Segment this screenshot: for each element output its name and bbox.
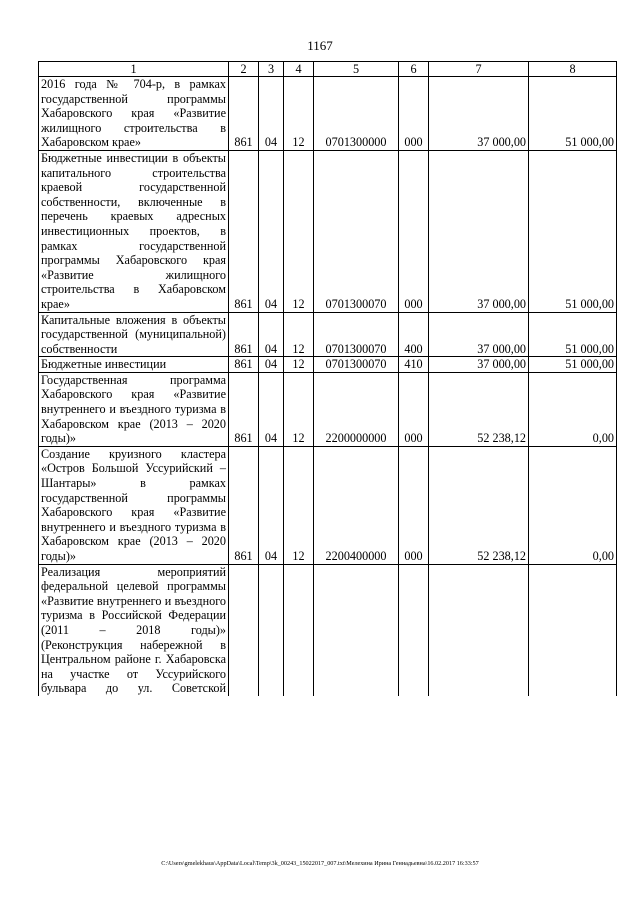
column-header: 2 (229, 62, 259, 77)
target-article-code: 0701300000 (314, 77, 399, 151)
target-article-code: 0701300070 (314, 150, 399, 312)
target-article-code: 0701300070 (314, 357, 399, 373)
row-description: Бюджетные инвестиции в объекты капитального строительства краевой государственной собственности, включенные в перечень краевых адресных инвестиционных проектов, в рамках государственной программы Хабаровского края «Развитие жилищного строительства в Хабаровском крае» (39, 150, 229, 312)
section-code: 04 (259, 446, 284, 564)
amount-year-2: 51 000,00 (529, 150, 617, 312)
column-header: 1 (39, 62, 229, 77)
column-header: 5 (314, 62, 399, 77)
ministry-code: 861 (229, 77, 259, 151)
amount-year-1: 37 000,00 (429, 150, 529, 312)
table-row (39, 357, 617, 373)
section-code: 04 (259, 312, 284, 357)
column-header: 8 (529, 62, 617, 77)
target-article-code: 0701300070 (314, 312, 399, 357)
amount-year-1: 37 000,00 (429, 357, 529, 373)
expense-type-code: 000 (399, 77, 429, 151)
ministry-code: 861 (229, 312, 259, 357)
column-header: 3 (259, 62, 284, 77)
page-number: 1167 (307, 38, 333, 53)
target-article-code: 2200000000 (314, 372, 399, 446)
table-row (39, 564, 617, 696)
table-header-row (39, 62, 617, 77)
expense-type-code: 000 (399, 446, 429, 564)
subsection-code (284, 564, 314, 696)
section-code: 04 (259, 77, 284, 151)
target-article-code: 2200400000 (314, 446, 399, 564)
amount-year-1 (429, 564, 529, 696)
amount-year-1: 37 000,00 (429, 77, 529, 151)
subsection-code: 12 (284, 312, 314, 357)
amount-year-2: 51 000,00 (529, 312, 617, 357)
amount-year-1: 37 000,00 (429, 312, 529, 357)
row-description: Капитальные вложения в объекты государственной (муниципальной) собственности (39, 312, 229, 357)
section-code: 04 (259, 150, 284, 312)
row-description: Реализация мероприятий федеральной целевой программы «Развитие внутреннего и въездного туризма в Российской Федерации (2011 – 2018 годы)» (Реконструкция набережной в Центральном районе г. Хабаровска на участке от Уссурийского бульвара до ул. Советской (39, 564, 229, 696)
amount-year-1: 52 238,12 (429, 372, 529, 446)
expense-type-code: 400 (399, 312, 429, 357)
subsection-code: 12 (284, 372, 314, 446)
row-description: Государственная программа Хабаровского края «Развитие внутреннего и въездного туризма в Хабаровском крае (2013 – 2020 годы)» (39, 372, 229, 446)
amount-year-2: 51 000,00 (529, 357, 617, 373)
ministry-code (229, 564, 259, 696)
column-header: 4 (284, 62, 314, 77)
expense-type-code: 410 (399, 357, 429, 373)
subsection-code: 12 (284, 357, 314, 373)
column-header: 7 (429, 62, 529, 77)
ministry-code: 861 (229, 150, 259, 312)
subsection-code: 12 (284, 446, 314, 564)
subsection-code: 12 (284, 77, 314, 151)
amount-year-2: 51 000,00 (529, 77, 617, 151)
amount-year-2: 0,00 (529, 446, 617, 564)
table-row (39, 446, 617, 564)
section-code: 04 (259, 372, 284, 446)
amount-year-2 (529, 564, 617, 696)
ministry-code: 861 (229, 357, 259, 373)
subsection-code: 12 (284, 150, 314, 312)
expense-type-code: 000 (399, 372, 429, 446)
ministry-code: 861 (229, 372, 259, 446)
expense-type-code: 000 (399, 150, 429, 312)
target-article-code (314, 564, 399, 696)
row-description: Бюджетные инвестиции (39, 357, 229, 373)
row-description: Создание круизного кластера «Остров Большой Уссурийский – Шантары» в рамках государственной программы Хабаровского края «Развитие внутреннего и въездного туризма в Хабаровском крае (2013 – 2020 годы)» (39, 446, 229, 564)
table-row (39, 77, 617, 151)
section-code: 04 (259, 357, 284, 373)
budget-table (38, 61, 617, 696)
ministry-code: 861 (229, 446, 259, 564)
table-row (39, 150, 617, 312)
amount-year-2: 0,00 (529, 372, 617, 446)
section-code (259, 564, 284, 696)
table-row (39, 312, 617, 357)
file-path-footer: C:\Users\gmelekhaus\AppData\Local\Temp\3k_00243_15022017_007.txt\Мелехина Ирина Геннадьевна\16.02.2017 16:33:57 (161, 860, 479, 867)
expense-type-code (399, 564, 429, 696)
row-description: 2016 года № 704-р, в рамках государственной программы Хабаровского края «Развитие жилищного строительства в Хабаровском крае» (39, 77, 229, 151)
amount-year-1: 52 238,12 (429, 446, 529, 564)
table-row (39, 372, 617, 446)
column-header: 6 (399, 62, 429, 77)
